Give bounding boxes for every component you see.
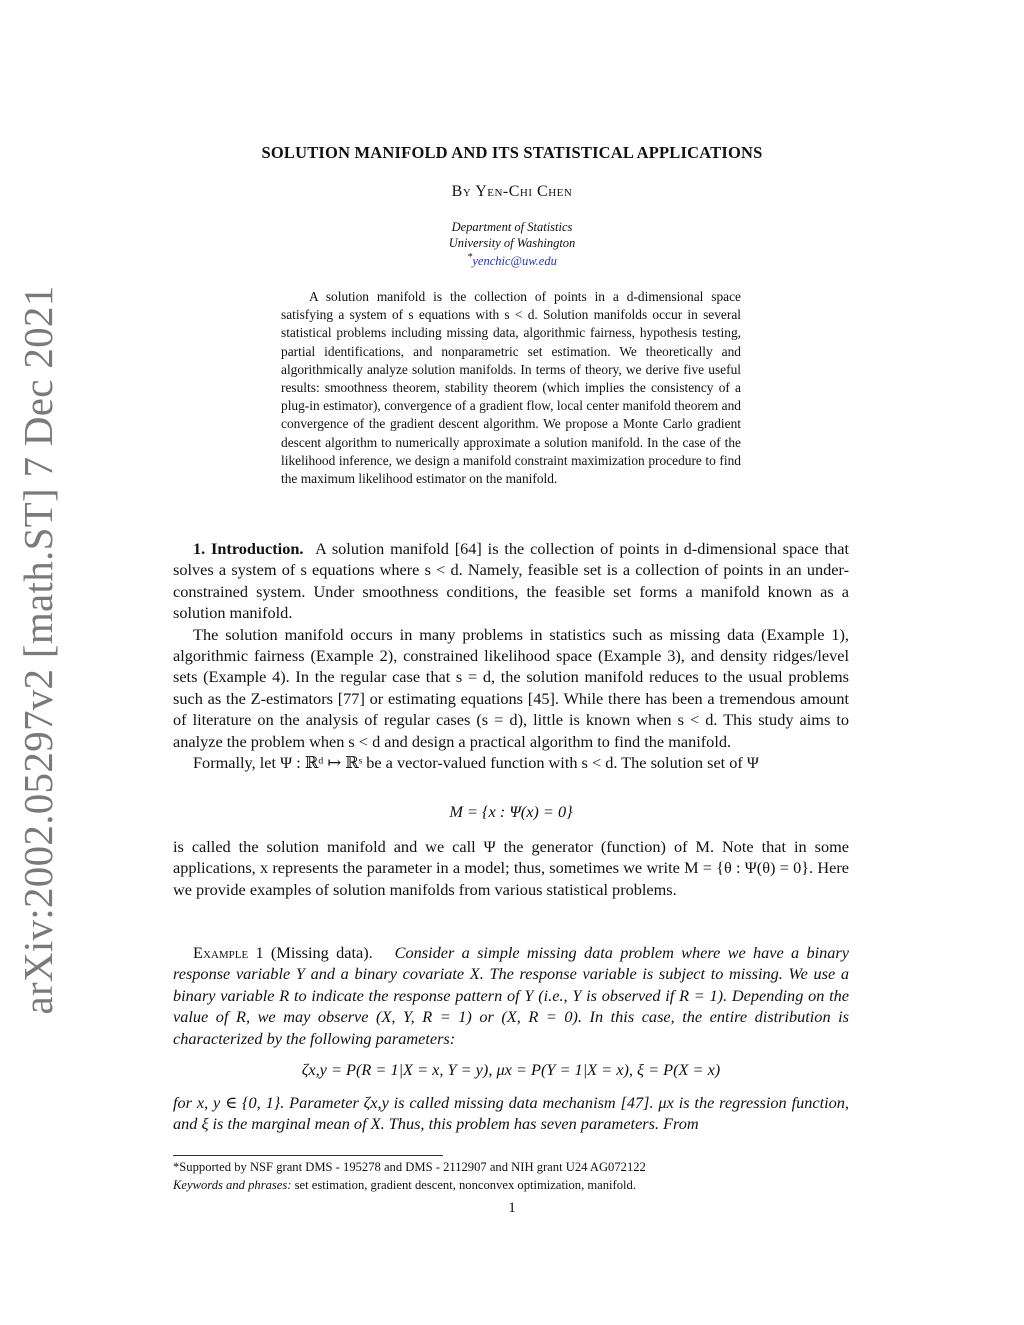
footnote-support: *Supported by NSF grant DMS - 195278 and DMS - 2112907 and NIH grant U24 AG072122: [173, 1160, 646, 1174]
intro-p1-text: A solution manifold [64] is the collection of points in d-dimensional space that solves a system of s equations where s < d. Namely, feasible set is a collection of points in an under-constrained system. Under smoothness conditions, the feasible set forms a manifold known as a solution manifold.: [173, 539, 849, 623]
intro-section: [173, 538, 849, 773]
affiliation-email[interactable]: *yenchic@uw.edu: [467, 252, 557, 269]
section-heading: 1. Introduction.: [193, 539, 304, 558]
abstract: A solution manifold is the collection of points in a d-dimensional space satisfying a system of s equations with s < d. Solution manifolds occur in several statistical problems including missing data, algorithmic fairness, hypothesis testing, partial identifications, and nonparametric set estimation. We theoretically and algorithmically analyze solution manifolds. In terms of theory, we derive five useful results: smoothness theorem, stability theorem (which implies the consistency of a plug-in estimator), convergence of a gradient flow, local center manifold theorem and convergence of the gradient descent algorithm. We propose a Monte Carlo gradient descent algorithm to numerically approximate a solution manifold. In the case of the likelihood inference, we design a manifold constraint maximization procedure to find the maximum likelihood estimator on the manifold.: [281, 289, 741, 487]
example-text: Consider a simple missing data problem where we have a binary response variable Y and a binary covariate X. The response variable is subject to missing. We use a binary variable R to indicate the response pattern of Y (i.e., Y is observed if R = 1). Depending on the value of R, we may observe (X, Y, R = 1) or (X, R = 0). In this case, the entire distribution is characterized by the following parameters:: [173, 943, 849, 1048]
intro-paragraph-1: [173, 538, 849, 624]
example-name: (Missing data).: [270, 943, 373, 962]
example-continuation: for x, y ∈ {0, 1}. Parameter ζx,y is called missing data mechanism [47]. μx is the regression function, and ξ is the marginal mean of X. Thus, this problem has seven parameters. From: [173, 1093, 849, 1134]
email-link[interactable]: yenchic@uw.edu: [472, 254, 557, 269]
example-paragraph: [173, 942, 849, 1049]
keywords-text: set estimation, gradient descent, nonconvex optimization, manifold.: [294, 1178, 636, 1192]
example-1: [173, 942, 849, 1049]
intro-paragraph-2: The solution manifold occurs in many problems in statistics such as missing data (Example 1), algorithmic fairness (Example 2), constrained likelihood space (Example 3), and density ridges/level sets (Example 4). In the regular case that s = d, the solution manifold reduces to the usual problems such as the Z-estimators [77] or estimating equations [45]. While there has been a tremendous amount of literature on the analysis of regular cases (s = d), little is known when s < d. This study aims to analyze the problem when s < d and design a practical algorithm to find the manifold.: [173, 624, 849, 751]
keywords-label: Keywords and phrases:: [173, 1178, 292, 1192]
paper-title: SOLUTION MANIFOLD AND ITS STATISTICAL APPLICATIONS: [261, 143, 763, 162]
arxiv-identifier: arXiv:2002.05297v2 [math.ST] 7 Dec 2021: [15, 285, 61, 1015]
page-number: 1: [508, 1200, 516, 1216]
intro-continuation: is called the solution manifold and we call Ψ the generator (function) of M. Note that in some applications, x represents the parameter in a model; thus, sometimes we write M = {θ : Ψ(θ) = 0}. Here we provide examples of solution manifolds from various statistical problems.: [173, 837, 849, 899]
footnote-keywords: [173, 1178, 849, 1193]
affiliation-univ: University of Washington: [448, 236, 576, 250]
equation-parameters: ζx,y = P(R = 1|X = x, Y = y), μx = P(Y = 1|X = x), ξ = P(X = x): [301, 1060, 721, 1079]
example-label: Example 1: [193, 943, 264, 962]
equation-solution-set: M = {x : Ψ(x) = 0}: [449, 802, 573, 821]
affiliation-dept: Department of Statistics: [451, 220, 573, 234]
intro-paragraph-3: Formally, let Ψ : ℝᵈ ↦ ℝˢ be a vector-valued function with s < d. The solution set of Ψ: [193, 753, 759, 773]
author-line: By Yen-Chi Chen: [451, 183, 573, 200]
footnote-rule: [173, 1155, 443, 1156]
